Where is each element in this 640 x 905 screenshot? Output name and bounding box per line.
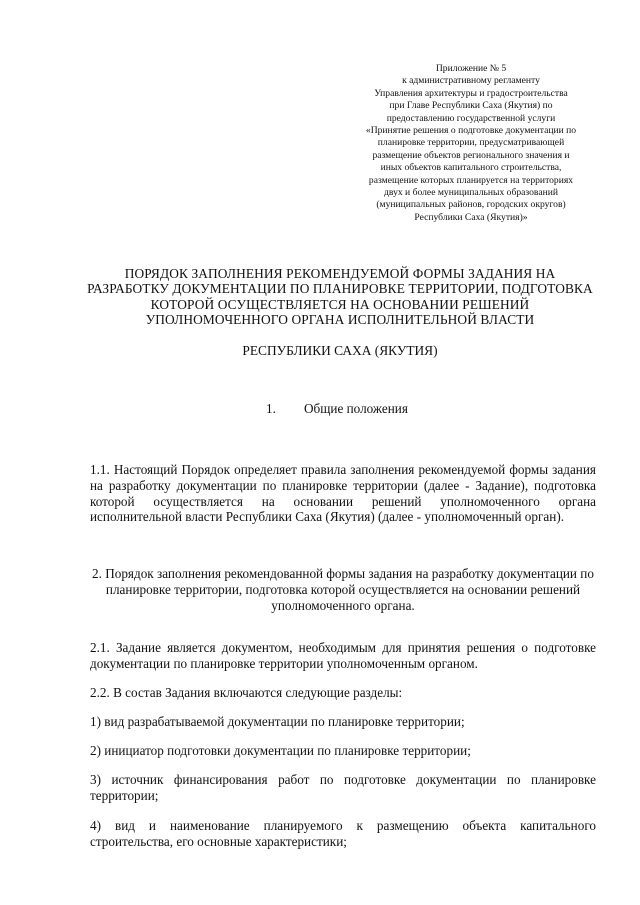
title-line: ПОРЯДОК ЗАПОЛНЕНИЯ РЕКОМЕНДУЕМОЙ ФОРМЫ ЗАДАНИЯ НА: [124, 266, 556, 281]
paragraph-line: строительства, его основные характеристики;: [90, 833, 347, 849]
appendix-line: Управления архитектуры и градостроительства: [374, 87, 568, 99]
list-item-2: [90, 743, 596, 759]
paragraph-1-1: [90, 462, 596, 525]
paragraph-line: которой осуществляется на основании решений уполномоченного органа: [90, 493, 596, 509]
paragraph-line: исполнительной власти Республики Саха (Якутия) (далее - уполномоченный орган).: [90, 509, 565, 525]
paragraph-2-2: [90, 685, 596, 701]
paragraph-line: 2.2. В состав Задания включаются следующие разделы:: [90, 685, 403, 700]
appendix-line: предоставлению государственной услуги: [386, 112, 556, 124]
document-subtitle: РЕСПУБЛИКИ САХА (ЯКУТИЯ): [242, 343, 438, 358]
appendix-line: (муниципальных районов, городских округов): [376, 199, 566, 211]
paragraph-line: 4) вид и наименование планируемого к размещению объекта капитального: [90, 818, 596, 833]
appendix-line: двух и более муниципальных образований: [383, 187, 558, 199]
paragraph-2-heading: [90, 566, 596, 613]
paragraph-line: планировке территории, подготовка которой осуществляется на основании решений: [105, 581, 581, 597]
paragraph-2-1: [90, 640, 596, 672]
appendix-line: при Главе Республики Саха (Якутия) по: [389, 100, 553, 112]
title-line: УПОЛНОМОЧЕННОГО ОРГАНА ИСПОЛНИТЕЛЬНОЙ ВЛАСТИ: [145, 312, 535, 328]
document-title: [80, 266, 600, 328]
section-number: 1.: [266, 401, 276, 416]
paragraph-line: 1.1. Настоящий Порядок определяет правила заполнения рекомендуемой формы задания: [90, 462, 596, 477]
appendix-line: Приложение № 5: [435, 63, 507, 74]
paragraph-line: документации по планировке территории уполномоченным органом.: [90, 655, 478, 671]
paragraph-line: 2.1. Задание является документом, необходимым для принятия решения о подготовке: [90, 640, 596, 655]
paragraph-line: территории;: [90, 787, 159, 803]
appendix-line: планировке территории, предусматривающей: [377, 137, 565, 149]
section-heading: [266, 401, 408, 417]
paragraph-line: 2. Порядок заполнения рекомендованной формы задания на разработку документации по: [92, 566, 594, 581]
title-line: КОТОРОЙ ОСУЩЕСТВЛЯЕТСЯ НА ОСНОВАНИИ РЕШЕНИЙ: [150, 296, 530, 312]
paragraph-line: на разработку документации по планировке территории (далее - Задание), подготовка: [90, 477, 596, 493]
paragraph-line: 3) источник финансирования работ по подготовке документации по планировке: [90, 772, 596, 787]
appendix-line: «Принятие решения о подготовке документации по: [365, 125, 577, 137]
appendix-line: размещение которых планируется на территориях: [368, 174, 574, 186]
appendix-line: к административному регламенту: [402, 75, 540, 87]
appendix-line: иных объектов капитального строительства,: [380, 162, 562, 174]
appendix-line: размещение объектов регионального значения и: [372, 149, 570, 161]
list-item-1: [90, 714, 596, 730]
paragraph-line: 1) вид разрабатываемой документации по планировке территории;: [90, 714, 465, 729]
paragraph-line: 2) инициатор подготовки документации по планировке территории;: [90, 743, 471, 758]
title-line: РАЗРАБОТКУ ДОКУМЕНТАЦИИ ПО ПЛАНИРОВКЕ ТЕРРИТОРИИ, ПОДГОТОВКА: [87, 281, 593, 297]
list-item-3: [90, 772, 596, 804]
section-title: Общие положения: [304, 401, 408, 416]
appendix-line: Республики Саха (Якутия)»: [414, 211, 528, 223]
list-item-4: [90, 818, 596, 850]
appendix-header: [336, 63, 606, 224]
paragraph-line: уполномоченного органа.: [271, 597, 415, 613]
